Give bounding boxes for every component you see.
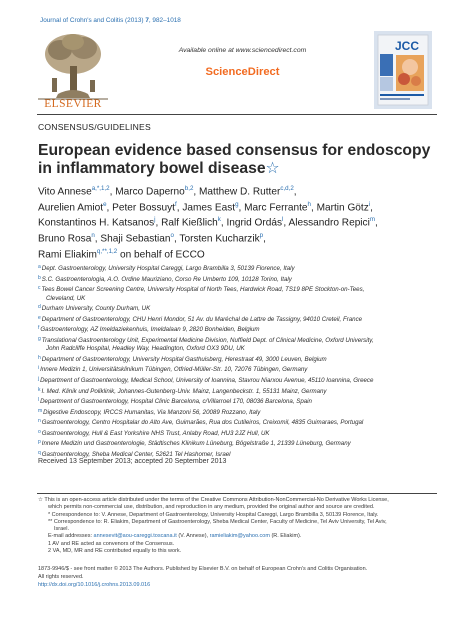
author-list: Vito Annese$^{a,*,1,2}$, Marco Daperno$^{b,2}$, Matthew D. Rutter$^{c,d,2}$, Aurelien Amiot$^e$, Peter Bossuyt$^f$, James East$^g$, Marc Ferrante$^h$, Martin Götz$^i$, Konstantinos H. Katsanos$^j$, Ralf Kießlich$^k$, Ingrid Ordás$^l$, Alessandro Repici$^m$, Bruno Rosa$^n$, Shaji Sebastian$^o$, Torsten Kucharzik$^p$, Rami Eliakim$^{q,**,1,2}$ on behalf of ECCO <box>38 185 378 260</box>
author-sup: m <box>369 216 375 224</box>
author-name: Ralf Kießlich <box>161 217 218 229</box>
author-sup: h <box>307 200 311 208</box>
email-link-eliakim[interactable]: ramieliakim@yahoo.com <box>209 533 270 540</box>
authors-ecco-tail: on behalf of ECCO <box>120 248 205 260</box>
affiliation: $^o$Gastroenterology, Hull & East Yorkshire NHS Trust, Anlaby Road, HU3 2JZ Hull, UK <box>38 428 270 437</box>
journal-cover-image <box>374 31 432 109</box>
author-sup: a,*,1,2 <box>91 185 110 192</box>
author-name: Torsten Kucharzik <box>179 233 260 245</box>
author-sup: g <box>235 200 239 208</box>
author-sup: b,2 <box>184 185 194 192</box>
header-rule <box>37 114 437 115</box>
author-sup: p <box>259 231 264 239</box>
footnote: * Correspondence to: V. Annese, Department of Gastroenterology, University Hospital Careggi, Largo Brambilla 3, 50139 Florence, Italy. <box>48 511 379 518</box>
affiliation: $^n$Gastroenterology, Centro Hospitalar do Alto Ave, Guimarães, Rua dos Cutileiros, Creixomil, 4835 Guimaraes, Portugal <box>38 418 364 427</box>
article-title-text: European evidence based consensus for endoscopy in inflammatory bowel disease <box>38 142 431 177</box>
affiliation: $^q$Gastroenterology, Sheba Medical Center, 52621 Tel Hashomer, Israel <box>38 449 231 458</box>
author-name: Alessandro Repici <box>288 217 370 229</box>
email-addresses: E-mail addresses: annesevit@aou-careggi.toscana.it (V. Annese), ramieliakim@yahoo.com (R. Eliakim). <box>48 533 302 540</box>
author-sup: c,d,2 <box>280 185 294 192</box>
footnote: 1 AV and RE acted as convenors of the Consensus. <box>48 540 175 547</box>
author-name: Marco Daperno <box>115 186 185 198</box>
copyright-line: 1873-9946/$ - see front matter © 2013 The Authors. Published by Elsevier B.V. on behalf of European Crohn's and Colitis Organisation. <box>38 566 368 572</box>
footnote: ☆ This is an open-access article distributed under the terms of the Creative Commons Attribution-NonCommercial-No Derivative Works License, <box>38 497 389 503</box>
affiliation: $^l$Department of Gastroenterology, Hospital Clinic Barcelona, c/Villarroel 170, 08036 Barcelona, Spain <box>38 397 312 406</box>
affiliation: $^g$Translational Gastroenterology Unit, Experimental Medicine Division, Nuffield Dept. of Clinical Medicine, Oxford University, <box>38 335 374 344</box>
copyright-footer <box>38 566 448 589</box>
affiliation-continuation: John Radcliffe Hospital, Headley Way, Headington, Oxford OX3 9DU, UK <box>46 345 245 353</box>
affiliation-continuation: Cleveland, UK <box>46 294 86 302</box>
affiliation: $^a$Dept. Gastroenterology, University Hospital Careggi, Largo Brambilla 3, 50139 Florence, Italy <box>38 264 295 272</box>
author-name: Peter Bossuyt <box>112 202 175 214</box>
affiliation: $^i$Innere Medizin 1, Universitätsklinikum Tübingen, Otfried-Müller-Str. 10, 72076 Tübingen, Germany <box>38 365 308 374</box>
section-label: CONSENSUS/GUIDELINES <box>38 122 151 132</box>
author-name: Konstantinos H. Katsanos <box>38 217 155 229</box>
author-name: Martin Götz <box>316 202 369 214</box>
author-name: Bruno Rosa <box>38 233 92 245</box>
affiliation: $^d$Durham University, County Durham, UK <box>38 304 151 313</box>
email-link-annese[interactable]: annesevit@aou-careggi.toscana.it <box>93 533 177 540</box>
sciencedirect-logo: ScienceDirect <box>205 66 280 78</box>
received-dates: Received 13 September 2013; accepted 20 September 2013 <box>38 458 227 465</box>
author-sup: e <box>103 200 107 208</box>
author-sup: i <box>368 200 371 208</box>
author-sup: o <box>170 231 174 239</box>
journal-ref-pages: , 982–1018 <box>148 17 181 24</box>
affiliation: $^k$I. Med. Klinik und Poliklinik, Johannes-Gutenberg-Univ. Mainz, Langenbeckstr. 1, 55131 Mainz, Germany <box>38 386 327 395</box>
author-name: Vito Annese <box>38 186 92 198</box>
author-name: Rami Eliakim <box>38 248 97 260</box>
author-sup: f <box>175 200 177 208</box>
author-name: Shaji Sebastian <box>100 233 171 245</box>
title-footnote-star: ☆ <box>265 159 280 177</box>
author-name: Aurelien Amiot <box>38 202 104 214</box>
footnote: ** Correspondence to: R. Eliakim, Department of Gastroenterology, Sheba Medical Center, Faculty of Medicine, Tel Aviv University, Tel Aviv, <box>48 518 387 525</box>
affiliation: $^m$Digestive Endoscopy, IRCCS Humanitas, Via Manzoni 56, 20089 Rozzano, Italy <box>38 407 261 416</box>
author-sup: j <box>154 216 156 224</box>
footnote: 2 VA, MD, MR and RE contributed equally to this work. <box>48 548 182 555</box>
copyright-line: All rights reserved. <box>38 573 84 580</box>
affiliation-list <box>38 263 448 459</box>
svg-text:JCC: JCC <box>395 39 420 53</box>
affiliation: $^h$Department of Gastroenterology, University Hospital Gasthuisberg, Herestraat 49, 3000 Leuven, Belgium <box>38 354 327 363</box>
author-name: Ingrid Ordás <box>226 217 283 229</box>
elsevier-wordmark: ELSEVIER <box>44 98 102 110</box>
journal-ref-prefix: Journal of Crohn's and Colitis (2013) <box>40 17 146 24</box>
author-sup: k <box>217 216 221 224</box>
journal-reference <box>40 17 181 24</box>
footnotes <box>38 497 448 555</box>
author-sup: l <box>282 216 284 224</box>
affiliation: $^c$Tees Bowel Cancer Screening Centre, University Hospital of North Tees, Hardwick Road, TS19 8PE Stockton-on-Tees, <box>38 285 365 294</box>
author-sup: q,**,1,2 <box>96 247 118 255</box>
affiliation: $^j$Department of Gastroenterology, Medical School, University of Ioannina, Stavrou Niarxou Avenue, 45110 Ioannina, Greece <box>38 376 374 385</box>
available-online-text: Available online at www.sciencedirect.com <box>178 47 307 54</box>
author-name: Marc Ferrante <box>244 202 308 214</box>
affiliation: $^b$S.C. Gastroenterologia, A.O. Ordine Mauriziano, Corso Re Umberto 109, 10128 Torino, Italy <box>38 274 292 283</box>
footnote: which permits non-commercial use, distribution, and reproduction in any medium, provided the original author and source are credited. <box>48 504 375 511</box>
author-name: Matthew D. Rutter <box>199 186 281 198</box>
doi-link[interactable]: http://dx.doi.org/10.1016/j.crohns.2013.09.016 <box>38 581 151 588</box>
footnote: Israel. <box>54 526 69 533</box>
footnote-rule <box>37 493 437 494</box>
affiliation: $^f$Gastroenterology, AZ Imeldaziekenhuis, Imeldalaan 9, 2820 Bonheiden, Belgium <box>38 325 260 334</box>
author-sup: n <box>91 231 95 239</box>
article-title <box>38 142 438 177</box>
author-name: James East <box>182 202 236 214</box>
affiliation: $^e$Department of Gastroenterology, CHU Henri Mondor, 51 Av. du Maréchal de Lattre de Tassigny, 94010 Creteil, France <box>38 314 363 323</box>
journal-ref-volume: 7 <box>145 17 149 24</box>
affiliation: $^p$Innere Medizin und Gastroenterologie, Städtisches Klinikum Lüneburg, Bögelstraße 1, 21339 Lüneburg, Germany <box>38 439 351 448</box>
